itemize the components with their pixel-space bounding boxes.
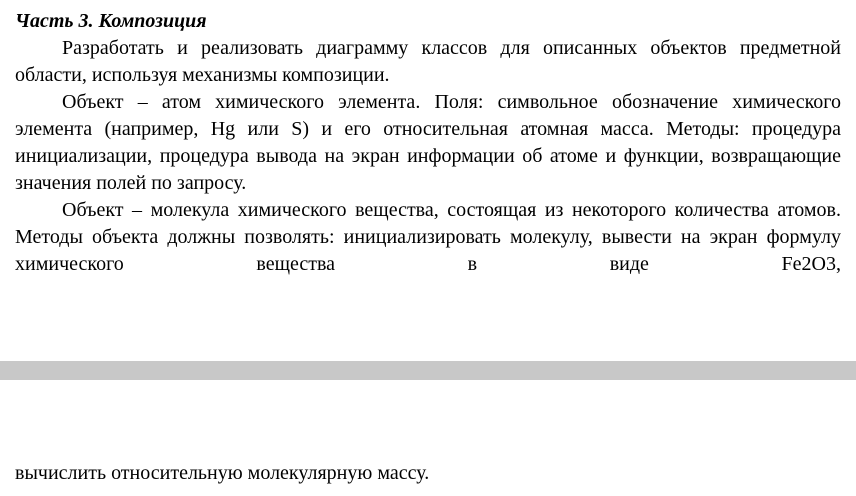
paragraph-task: Разработать и реализовать диаграмму классов для описанных объектов предметной области, используя механизмы композиции. [15,37,841,86]
page-break-divider [0,361,856,380]
paragraph-continuation: вычислить относительную молекулярную массу. [15,462,430,484]
page-top [15,0,841,278]
paragraph-molecule: Объект – молекула химического вещества, состоящая из некоторого количества атомов. Методы объекта должны позволять: инициализировать молекулу, вывести на экран формулу химического вещества в виде Fe2O3, [15,199,841,275]
paragraph-atom: Объект – атом химического элемента. Поля: символьное обозначение химического элемента (например, Hg или S) и его относительная атомная масса. Методы: процедура инициализации, процедура вывода на экран информации об атоме и функции, возвращающие значения полей по запросу. [15,91,841,194]
section-heading: Часть 3. Композиция [15,10,207,32]
page-bottom [15,460,841,487]
